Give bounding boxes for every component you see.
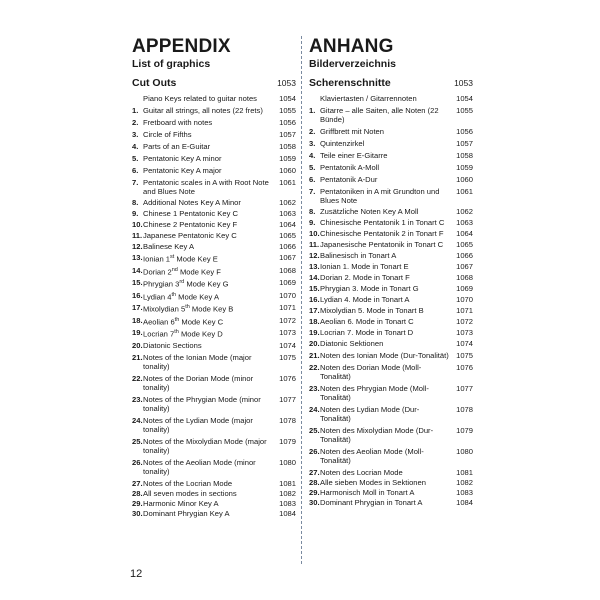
item-title: Griffbrett mit Noten [320,127,385,136]
item-title: Phrygian 3rd Mode Key G [143,279,229,289]
item-title: Noten des Dorian Mode (Moll-Tonalität) [320,363,422,381]
item-title: Alle sieben Modes in Sektionen [320,478,426,487]
item-page: 1072 [456,317,473,326]
item-title: Chinesische Pentatonik 2 in Tonart F [320,229,444,238]
list-item [132,316,296,327]
page-number: 12 [130,568,143,580]
list-item [132,253,296,264]
item-page: 1076 [279,373,296,383]
item-number: 29. [132,498,143,508]
item-number: 27. [132,478,143,488]
item-page: 1058 [279,142,296,151]
item-page: 1073 [456,328,473,337]
item-number: 17. [309,306,320,315]
list-item [132,198,296,207]
list-item [309,251,473,260]
list-item [309,94,473,103]
item-number: 22. [309,363,320,372]
list-item [132,416,296,434]
section-page: 1053 [277,78,296,88]
item-number: 30. [309,498,320,507]
item-number: 21. [309,351,320,360]
list-item [132,130,296,139]
item-title: Harmonisch Moll in Tonart A [320,488,415,497]
item-number: 28. [309,478,320,487]
english-column [132,37,296,518]
item-title: Diatonic Sektionen [320,339,384,348]
list-item [309,229,473,238]
list-item [132,303,296,314]
list-item [132,94,296,103]
item-number: 18. [309,317,320,326]
item-number: 8. [132,198,139,207]
item-page: 1078 [279,415,296,425]
item-number: 20. [132,340,143,350]
item-page: 1062 [279,198,296,207]
list-item [132,278,296,289]
item-title: Teile einer E-Gitarre [320,151,388,160]
item-page: 1077 [279,394,296,404]
item-number: 23. [132,394,143,404]
item-page: 1075 [279,352,296,362]
item-title: Chinese 1 Pentatonic Key C [143,209,238,218]
list-item [132,118,296,127]
item-page: 1060 [279,166,296,175]
item-page: 1079 [456,426,473,435]
list-item [132,266,296,277]
appendix-title: APPENDIX [132,36,231,57]
item-title: Noten des Ionian Mode (Dur-Tonalität) [320,351,449,360]
item-page: 1075 [456,351,473,360]
item-page: 1081 [279,478,296,488]
item-page: 1062 [456,207,473,216]
item-page: 1055 [456,106,473,115]
item-number: 29. [309,488,320,497]
item-page: 1073 [279,328,296,338]
list-item [309,187,473,205]
list-item [309,363,473,381]
item-title: Japanesische Pentatonik in Tonart C [320,240,444,249]
item-page: 1066 [279,242,296,251]
section-title: Cut Outs [132,77,177,89]
item-page: 1080 [279,457,296,467]
item-title: Zusätzliche Noten Key A Moll [320,207,419,216]
german-column [309,37,473,507]
item-page: 1064 [456,229,473,238]
item-title: Noten des Phrygian Mode (Moll-Tonalität) [320,384,429,402]
list-item [132,178,296,196]
item-number: 6. [309,175,316,184]
list-item [132,395,296,413]
item-title: Noten des Locrian Mode [320,468,403,477]
list-item [132,231,296,240]
item-page: 1082 [456,478,473,487]
item-page: 1069 [279,278,296,288]
item-page: 1060 [456,175,473,184]
item-title: Pentatoniken in A mit Grundton und Blues Note [320,187,440,205]
item-number: 9. [132,209,139,218]
item-number: 1. [132,106,139,115]
item-page: 1067 [456,262,473,271]
list-item [309,488,473,497]
item-page: 1074 [279,340,296,350]
section-title: Scherenschnitte [309,77,391,89]
column-divider [301,36,302,564]
item-number: 25. [309,426,320,435]
graphics-list [132,94,296,518]
item-number: 12. [132,242,143,251]
item-title: Quintenzirkel [320,139,365,148]
item-title: Notes of the Phrygian Mode (minor tonality) [143,394,261,413]
item-number: 13. [309,262,320,271]
item-page: 1056 [279,118,296,127]
list-item [132,291,296,302]
item-number: 8. [309,207,316,216]
list-item [132,499,296,508]
list-item [309,295,473,304]
list-item [309,273,473,282]
item-title: Pentatonik A-Moll [320,163,380,172]
item-title: Noten des Lydian Mode (Dur-Tonalität) [320,405,420,423]
item-title: Harmonic Minor Key A [143,498,219,508]
item-page: 1071 [456,306,473,315]
list-item [132,353,296,371]
item-page: 1079 [279,436,296,446]
item-number: 19. [309,328,320,337]
item-page: 1084 [456,498,473,507]
item-page: 1056 [456,127,473,136]
item-page: 1069 [456,284,473,293]
item-title: Locrian 7th Mode Key D [143,329,223,339]
item-title: Phrygian 3. Mode in Tonart G [320,284,419,293]
item-number: 24. [309,405,320,414]
list-item [309,478,473,487]
item-title: Dominant Phrygian Key A [143,508,230,518]
item-page: 1065 [279,231,296,240]
list-item [309,498,473,507]
item-page: 1059 [279,154,296,163]
list-item [309,468,473,477]
item-title: Fretboard with notes [143,118,213,127]
item-number: 30. [132,508,143,518]
list-item [132,166,296,175]
item-title: Notes of the Dorian Mode (minor tonality) [143,373,254,392]
item-title: Noten des Mixolydian Mode (Dur-Tonalität) [320,426,434,444]
item-page: 1057 [456,139,473,148]
item-page: 1068 [456,273,473,282]
item-number: 20. [309,339,320,348]
list-item [309,306,473,315]
item-title: Lydian 4. Mode in Tonart A [320,295,410,304]
item-title: Dorian 2nd Mode Key F [143,266,221,277]
item-page: 1070 [456,295,473,304]
item-number: 15. [132,278,143,288]
list-item [132,154,296,163]
item-number: 13. [132,253,143,262]
item-number: 7. [132,178,139,187]
list-item [309,384,473,402]
item-page: 1084 [279,508,296,518]
item-title: Locrian 7. Mode in Tonart D [320,328,414,337]
item-number: 4. [132,142,139,151]
item-page: 1055 [279,106,296,115]
item-title: Notes of the Lydian Mode (major tonality) [143,415,253,434]
item-number: 14. [132,265,143,275]
item-title: Piano Keys related to guitar notes [143,94,257,103]
item-page: 1061 [456,187,473,196]
item-page: 1063 [279,209,296,218]
item-number: 23. [309,384,320,393]
list-item [132,479,296,488]
item-title: Mixolydian 5. Mode in Tonart B [320,306,424,315]
item-page: 1054 [279,94,296,103]
item-page: 1067 [279,253,296,262]
item-title: Circle of Fifths [143,130,192,139]
item-number: 16. [309,295,320,304]
item-title: Gitarre – alle Saiten, alle Noten (22 Bünde) [320,106,439,124]
list-item [132,341,296,350]
item-number: 19. [132,328,143,338]
item-title: Parts of an E-Guitar [143,142,211,151]
item-number: 11. [132,231,143,240]
section-heading [132,77,296,90]
item-number: 26. [309,447,320,456]
list-item [132,242,296,251]
list-item [309,447,473,465]
list-item [309,207,473,216]
appendix-subtitle: List of graphics [132,58,211,70]
item-page: 1057 [279,130,296,139]
item-page: 1072 [279,315,296,325]
item-title: Notes of the Mixolydian Mode (major tonality) [143,436,267,455]
item-number: 14. [309,273,320,282]
list-item [309,106,473,124]
item-number: 17. [132,303,143,313]
item-number: 2. [132,118,139,127]
item-title: Balinesisch in Tonart A [320,251,397,260]
item-title: Dorian 2. Mode in Tonart F [320,273,410,282]
item-page: 1059 [456,163,473,172]
item-title: Aeolian 6th Mode Key C [143,316,224,327]
item-number: 16. [132,290,143,300]
item-number: 4. [309,151,316,160]
list-item [132,374,296,392]
item-number: 5. [132,154,139,163]
item-number: 3. [132,130,139,139]
item-page: 1065 [456,240,473,249]
list-item [309,240,473,249]
item-page: 1066 [456,251,473,260]
list-item [309,317,473,326]
item-number: 2. [309,127,316,136]
item-title: Balinese Key A [143,242,195,251]
item-number: 10. [132,220,143,229]
item-title: Pentatonic scales in A with Root Note and Blues Note [143,178,269,196]
item-title: Japanese Pentatonic Key C [143,231,237,240]
item-title: Noten des Aeolian Mode (Moll-Tonalität) [320,447,424,465]
item-title: Ionian 1st Mode Key E [143,254,218,264]
list-item [309,262,473,271]
item-page: 1054 [456,94,473,103]
anhang-subtitle: Bilderverzeichnis [309,58,396,70]
item-number: 12. [309,251,320,260]
list-item [309,328,473,337]
item-number: 24. [132,415,143,425]
list-item [309,351,473,360]
item-number: 18. [132,315,143,325]
item-number: 3. [309,139,316,148]
list-item [132,209,296,218]
list-item [132,458,296,476]
list-item [309,405,473,423]
item-number: 22. [132,373,143,383]
graphics-list [309,94,473,507]
item-number: 5. [309,163,316,172]
item-title: Diatonic Sections [143,340,202,350]
item-title: Chinesische Pentatonik 1 in Tonart C [320,218,445,227]
item-title: Pentatonik A-Dur [320,175,378,184]
item-page: 1064 [279,220,296,229]
item-number: 15. [309,284,320,293]
item-title: Pentatonic Key A minor [143,154,222,163]
anhang-title: ANHANG [309,36,394,57]
list-item [309,151,473,160]
item-title: Ionian 1. Mode in Tonart E [320,262,409,271]
list-item [132,509,296,518]
list-item [309,218,473,227]
list-item [132,220,296,229]
item-number: 6. [132,166,139,175]
item-number: 21. [132,352,143,362]
item-number: 28. [132,488,143,498]
list-item [309,426,473,444]
list-item [309,127,473,136]
item-title: Notes of the Ionian Mode (major tonality) [143,352,252,371]
list-item [132,437,296,455]
item-page: 1061 [279,178,296,187]
item-page: 1078 [456,405,473,414]
item-title: Mixolydian 5th Mode Key B [143,304,234,314]
item-title: Notes of the Locrian Mode [143,478,233,488]
list-item [309,139,473,148]
item-page: 1063 [456,218,473,227]
item-title: Guitar all strings, all notes (22 frets) [143,106,263,115]
item-page: 1082 [279,488,296,498]
item-number: 7. [309,187,316,196]
item-number: 9. [309,218,316,227]
item-title: Pentatonic Key A major [143,166,222,175]
item-number: 27. [309,468,320,477]
item-page: 1083 [279,498,296,508]
item-page: 1058 [456,151,473,160]
item-page: 1074 [456,339,473,348]
item-number: 10. [309,229,320,238]
item-number: 1. [309,106,316,115]
item-number: 25. [132,436,143,446]
list-item [132,106,296,115]
item-title: Chinese 2 Pentatonic Key F [143,220,238,229]
item-title: Lydian 4th Mode Key A [143,291,220,302]
list-item [309,175,473,184]
item-title: All seven modes in sections [143,488,237,498]
item-page: 1070 [279,290,296,300]
item-title: Dominant Phrygian in Tonart A [320,498,423,507]
item-page: 1083 [456,488,473,497]
item-page: 1071 [279,303,296,313]
list-item [309,163,473,172]
item-title: Klaviertasten / Gitarrennoten [320,94,417,103]
section-heading [309,77,473,90]
list-item [132,489,296,498]
item-page: 1081 [456,468,473,477]
item-number: 11. [309,240,320,249]
list-item [309,284,473,293]
item-page: 1077 [456,384,473,393]
item-title: Aeolian 6. Mode in Tonart C [320,317,414,326]
item-page: 1076 [456,363,473,372]
section-page: 1053 [454,78,473,88]
item-page: 1080 [456,447,473,456]
item-page: 1068 [279,265,296,275]
item-number: 26. [132,457,143,467]
list-item [132,328,296,339]
item-title: Notes of the Aeolian Mode (minor tonality) [143,457,256,476]
item-title: Additional Notes Key A Minor [143,198,241,207]
list-item [132,142,296,151]
list-item [309,339,473,348]
